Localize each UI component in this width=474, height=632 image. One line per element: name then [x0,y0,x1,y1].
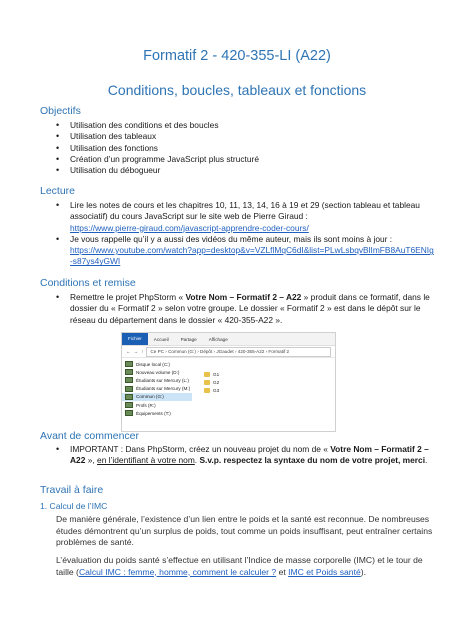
avant-heading: Avant de commencer [40,430,140,442]
conditions-text-pre: Remettre le projet PhpStorm « [70,292,184,302]
list-item: • Création d’un programme JavaScript plus structuré [56,154,436,165]
folder-icon [204,388,210,393]
lecture-list [56,200,436,268]
nav-item: Équipements (T:) [122,409,192,417]
folder-item: G3 [204,386,219,394]
folder-item: G2 [204,378,219,386]
conditions-heading: Conditions et remise [40,277,136,289]
explorer-path: Ce PC › Commun (G:) › Dépôt › JGaudet › 420-355-A22 › Formatif 2 [146,347,331,357]
list-item [56,234,436,268]
list-item: • Utilisation des tableaux [56,131,436,142]
avant-underline: en l’identifiant à votre nom [97,455,195,466]
task-1-paragraph-1: De manière générale, l’existence d’un lien entre le poids et la santé est reconnue. De nombreuses études démontrent qu’un surplus de poids, tout comme un poids insuffisant, peut entraîner certains problèmes de santé. [56,514,433,548]
explorer-address-bar [122,346,335,358]
drive-icon [125,402,133,408]
nav-item-selected: Commun (G:) [122,393,192,401]
folder-icon [204,380,210,385]
imc-poids-sante-link[interactable]: IMC et Poids santé [288,566,361,577]
nav-item: Disque local (C:) [122,360,192,368]
youtube-link[interactable]: https://www.youtube.com/watch?app=desktop&v=VZLflMqC6dI&list=PLwLsbqvBlImFB8AuT6ENIg-s87ys4yGWI [70,245,434,267]
nav-item: Étudiants sur Mercury (L:) [122,376,192,384]
drive-icon [125,410,133,416]
drive-icon [125,394,133,400]
nav-item: Étudiants sur Mercury (M:) [122,385,192,393]
objectifs-heading: Objectifs [40,105,81,117]
up-arrow-icon: ↑ [141,349,144,354]
list-item: • IMPORTANT : Dans PhpStorm, créez un nouveau projet du nom de « Votre Nom – Formatif 2 – A22 », en l’identifiant à votre nom. S.v.p. respectez la syntaxe du nom de votre projet, merci. [56,444,436,467]
document-title: Formatif 2 - 420-355-LI (A22) [143,48,331,64]
list-item: • Utilisation du débogueur [56,165,436,176]
list-item: • Utilisation des fonctions [56,143,436,154]
conditions-list [56,292,436,326]
tab-accueil: Accueil [153,336,169,342]
drive-icon [125,361,133,367]
tab-affichage: Affichage [208,336,228,342]
objectifs-list [56,120,436,176]
drive-icon [125,386,133,392]
folder-icon [204,372,210,377]
folder-item: G1 [204,370,219,378]
lecture-text-2: Je vous rappelle qu’il y a aussi des vidéos du même auteur, mais ils sont moins à jour : [70,233,393,244]
lecture-text-1: Lire les notes de cours et les chapitres 10, 11, 13, 14, 16 à 19 et 29 (section tableau et tableau associatif) du cours JavaScript sur le site web de Pierre Giraud : [70,200,420,222]
explorer-ribbon-tabs [122,333,335,346]
file-explorer-screenshot [121,332,336,432]
tab-fichier: Fichier [122,333,148,345]
avant-text-mid: », [87,455,95,466]
nav-item: Profs (R:) [122,401,192,409]
list-item [56,200,436,234]
task-1-heading: 1. Calcul de l’IMC [40,501,108,511]
project-name-bold: Votre Nom – Formatif 2 – A22 [185,292,302,302]
drive-icon [125,369,133,375]
explorer-nav-pane [122,358,192,417]
forward-arrow-icon: → [133,349,139,354]
avant-list [56,444,436,467]
conditions-text-post: » produit dans ce formatif, dans le dossier du « Formatif 2 » selon votre groupe. Le dossier « Formatif 2 » est dans le dépôt sur le réseau du département dans le dossier « 420-355-A22 ». [70,292,430,325]
explorer-file-list [192,358,219,417]
project-name-bold: Votre Nom – Formatif 2 – A22 [70,444,429,466]
back-arrow-icon: ← [126,349,131,354]
lecture-heading: Lecture [40,185,76,197]
document-subtitle: Conditions, boucles, tableaux et fonctions [107,82,367,98]
list-item [56,292,436,326]
nav-item: Nouveau volume (D:) [122,368,192,376]
travail-heading: Travail à faire [40,484,104,496]
task-1-paragraph-2: L’évaluation du poids santé s’effectue en utilisant l’Indice de masse corporelle (IMC) et le tour de taille (Calcul IMC : femme, homme, comment le calculer ? et IMC et Poids santé). [56,555,423,577]
list-item: • Utilisation des conditions et des boucles [56,120,436,131]
avant-bold-instruction: S.v.p. respectez la syntaxe du nom de votre projet, merci [199,455,426,466]
tab-partage: Partage [180,336,197,342]
imc-calcul-link[interactable]: Calcul IMC : femme, homme, comment le calculer ? [78,566,277,577]
pierre-giraud-link[interactable]: https://www.pierre-giraud.com/javascript-apprendre-coder-cours/ [70,222,309,233]
avant-text-pre: IMPORTANT : Dans PhpStorm, créez un nouveau projet du nom de « [70,444,328,454]
drive-icon [125,377,133,383]
